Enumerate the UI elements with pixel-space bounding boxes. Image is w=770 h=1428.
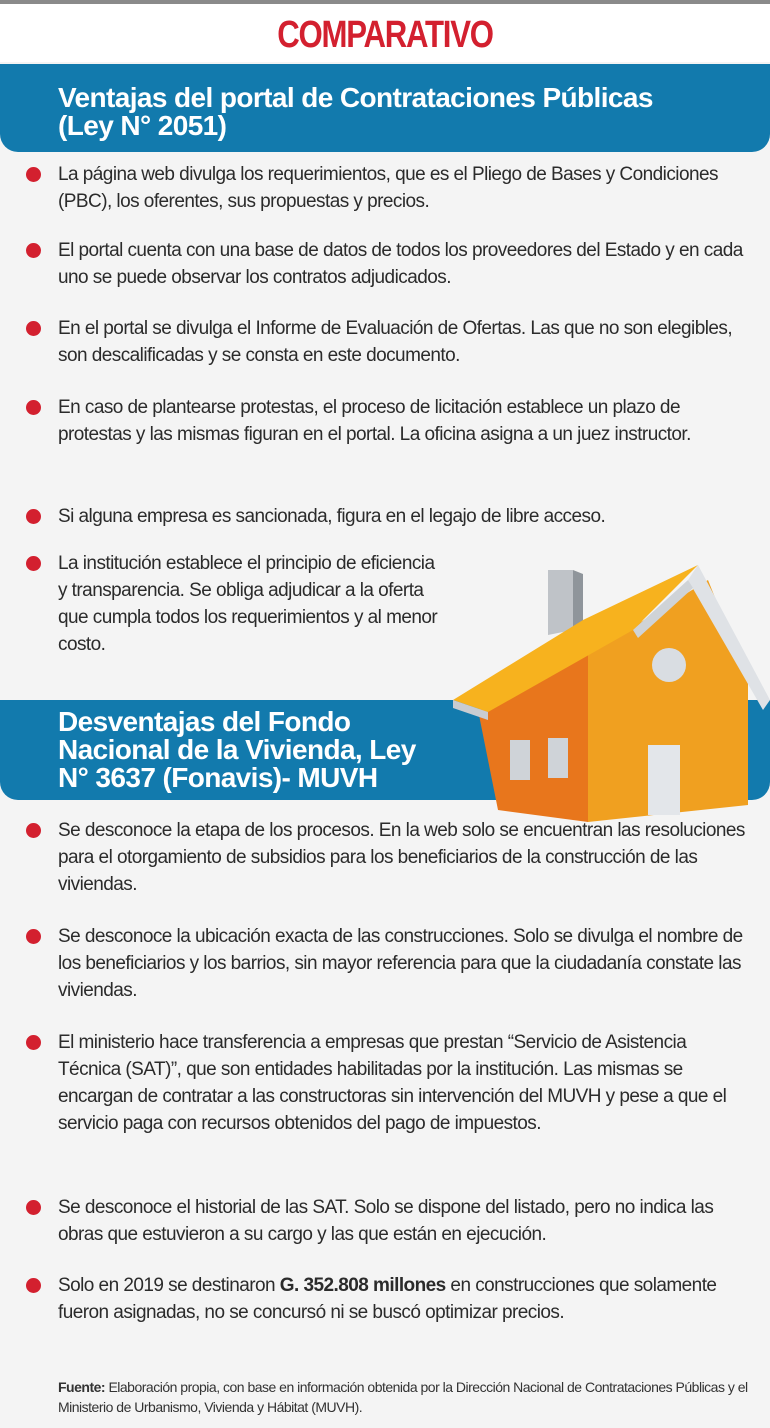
item-text: Solo en 2019 se destinaron: [58, 1275, 280, 1296]
list-item: El ministerio hace transferencia a empresas que prestan “Servicio de Asistencia Técnica (SAT)”, que son entidades habilitadas por la institución. Las mismas se encargan de contratar a las constructoras sin intervención del MUVH y pese a que el servicio paga con recursos obtenidos del pago de impuestos.: [58, 1029, 748, 1137]
item-text: en construcciones que solamente fueron asignadas, no se concursó ni se buscó optimizar precios.: [58, 1275, 717, 1323]
list-item: Se desconoce la etapa de los procesos. En la web solo se encuentran las resoluciones para el otorgamiento de subsidios para los beneficiarios de la construcción de las viviendas.: [58, 817, 748, 898]
heading-line: Desventajas del Fondo: [58, 706, 351, 737]
list-item: [58, 1272, 748, 1326]
source-note: [58, 1377, 758, 1417]
house-illustration: [448, 560, 770, 830]
heading-line: (Ley N° 2051): [58, 110, 227, 141]
source-label: Fuente:: [58, 1379, 106, 1395]
list-item: La página web divulga los requerimientos, que es el Pliego de Bases y Condiciones (PBC), los oferentes, sus propuestas y precios.: [58, 161, 748, 215]
heading-line: Ventajas del portal de Contrataciones Públicas: [58, 82, 653, 113]
heading-line: Nacional de la Vivienda, Ley: [58, 734, 416, 765]
list-item: En el portal se divulga el Informe de Evaluación de Ofertas. Las que no son elegibles, son descalificadas y se consta en este documento.: [58, 315, 748, 369]
list-item: El portal cuenta con una base de datos de todos los proveedores del Estado y en cada uno se puede observar los contratos adjudicados.: [58, 237, 748, 291]
section-heading-ventajas: [0, 64, 770, 152]
highlight-amount: G. 352.808 millones: [279, 1275, 446, 1296]
list-item: La institución establece el principio de eficiencia y transparencia. Se obliga adjudicar a la oferta que cumpla todos los requerimientos y al menor costo.: [58, 550, 438, 658]
list-item: En caso de plantearse protestas, el proceso de licitación establece un plazo de protestas y las mismas figuran en el portal. La oficina asigna a un juez instructor.: [58, 394, 748, 448]
list-item: Si alguna empresa es sancionada, figura en el legajo de libre acceso.: [58, 503, 748, 530]
list-item: Se desconoce el historial de las SAT. Solo se dispone del listado, pero no indica las obras que estuvieron a su cargo y las que están en ejecución.: [58, 1194, 748, 1248]
title-bar: [0, 4, 770, 62]
heading-line: N° 3637 (Fonavis)- MUVH: [58, 762, 378, 793]
list-item: Se desconoce la ubicación exacta de las construcciones. Solo se divulga el nombre de los beneficiarios y los barrios, sin mayor referencia para que la ciudadanía constate las viviendas.: [58, 923, 748, 1004]
page-title: COMPARATIVO: [277, 14, 493, 56]
source-text: Elaboración propia, con base en información obtenida por la Dirección Nacional de Contrataciones Públicas y el Ministerio de Urbanismo, Vivienda y Hábitat (MUVH).: [58, 1379, 748, 1415]
